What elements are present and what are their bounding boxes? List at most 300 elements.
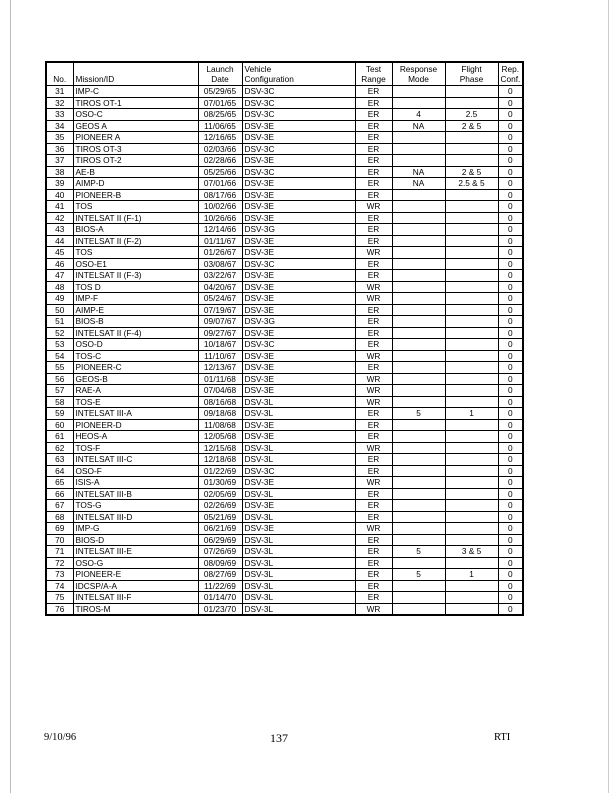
cell-range: ER xyxy=(355,212,392,224)
cell-range: ER xyxy=(355,316,392,328)
cell-no: 73 xyxy=(46,569,73,581)
table-row xyxy=(46,500,523,512)
cell-mission: OSO-G xyxy=(73,557,198,569)
cell-mission: IMP-G xyxy=(73,523,198,535)
cell-no: 64 xyxy=(46,465,73,477)
cell-range: ER xyxy=(355,258,392,270)
cell-range: WR xyxy=(355,373,392,385)
cell-mission: PIONEER-C xyxy=(73,362,198,374)
cell-date: 02/05/69 xyxy=(198,488,242,500)
cell-range: ER xyxy=(355,224,392,236)
cell-date: 02/03/66 xyxy=(198,143,242,155)
table-row xyxy=(46,385,523,397)
cell-date: 07/19/67 xyxy=(198,304,242,316)
cell-date: 04/20/67 xyxy=(198,281,242,293)
cell-conf: 0 xyxy=(498,454,523,466)
cell-vehicle: DSV-3C xyxy=(242,143,355,155)
cell-conf: 0 xyxy=(498,557,523,569)
cell-vehicle: DSV-3E xyxy=(242,327,355,339)
cell-phase xyxy=(445,339,498,351)
cell-response xyxy=(392,201,445,213)
cell-response xyxy=(392,603,445,615)
table-row xyxy=(46,109,523,121)
cell-date: 12/16/65 xyxy=(198,132,242,144)
column-header-range xyxy=(355,62,392,86)
column-header-line1: Response xyxy=(399,64,438,74)
cell-conf: 0 xyxy=(498,86,523,98)
cell-no: 57 xyxy=(46,385,73,397)
table-row xyxy=(46,270,523,282)
column-header-line2: Mode xyxy=(408,74,429,84)
cell-conf: 0 xyxy=(498,178,523,190)
cell-vehicle: DSV-3E xyxy=(242,235,355,247)
cell-mission: TOS-C xyxy=(73,350,198,362)
cell-vehicle: DSV-3E xyxy=(242,281,355,293)
cell-no: 46 xyxy=(46,258,73,270)
cell-response xyxy=(392,511,445,523)
cell-range: ER xyxy=(355,557,392,569)
cell-phase xyxy=(445,557,498,569)
cell-date: 07/01/65 xyxy=(198,97,242,109)
cell-date: 12/14/66 xyxy=(198,224,242,236)
cell-response xyxy=(392,189,445,201)
cell-phase xyxy=(445,385,498,397)
cell-mission: GEOS-B xyxy=(73,373,198,385)
table-row xyxy=(46,166,523,178)
cell-conf: 0 xyxy=(498,603,523,615)
cell-range: ER xyxy=(355,569,392,581)
table-row xyxy=(46,350,523,362)
cell-conf: 0 xyxy=(498,201,523,213)
cell-response xyxy=(392,327,445,339)
cell-response xyxy=(392,212,445,224)
column-header-no xyxy=(46,62,73,86)
table-row xyxy=(46,362,523,374)
cell-mission: TOS xyxy=(73,247,198,259)
cell-mission: AE-B xyxy=(73,166,198,178)
cell-range: WR xyxy=(355,281,392,293)
cell-phase xyxy=(445,189,498,201)
cell-response xyxy=(392,431,445,443)
cell-range: WR xyxy=(355,201,392,213)
cell-date: 11/08/68 xyxy=(198,419,242,431)
cell-vehicle: DSV-3L xyxy=(242,534,355,546)
cell-conf: 0 xyxy=(498,580,523,592)
cell-date: 08/27/69 xyxy=(198,569,242,581)
cell-phase xyxy=(445,201,498,213)
cell-mission: INTELSAT II (F-1) xyxy=(73,212,198,224)
cell-no: 55 xyxy=(46,362,73,374)
column-header-line2: Range xyxy=(361,74,386,84)
cell-range: ER xyxy=(355,431,392,443)
cell-response xyxy=(392,155,445,167)
table-row xyxy=(46,327,523,339)
cell-mission: GEOS A xyxy=(73,120,198,132)
cell-phase xyxy=(445,270,498,282)
cell-mission: TOS-E xyxy=(73,396,198,408)
table-row xyxy=(46,258,523,270)
cell-range: WR xyxy=(355,603,392,615)
cell-range: ER xyxy=(355,178,392,190)
table-row xyxy=(46,465,523,477)
table-row xyxy=(46,120,523,132)
cell-no: 56 xyxy=(46,373,73,385)
cell-response xyxy=(392,235,445,247)
cell-mission: INTELSAT III-F xyxy=(73,592,198,604)
cell-vehicle: DSV-3E xyxy=(242,155,355,167)
column-header-line1: Launch xyxy=(206,64,234,74)
table-row xyxy=(46,454,523,466)
table-row xyxy=(46,419,523,431)
cell-conf: 0 xyxy=(498,350,523,362)
cell-range: WR xyxy=(355,293,392,305)
cell-response xyxy=(392,304,445,316)
cell-mission: BIOS-A xyxy=(73,224,198,236)
cell-range: ER xyxy=(355,511,392,523)
cell-mission: INTELSAT II (F-3) xyxy=(73,270,198,282)
cell-conf: 0 xyxy=(498,109,523,121)
cell-phase xyxy=(445,465,498,477)
cell-response: 5 xyxy=(392,408,445,420)
cell-date: 09/18/68 xyxy=(198,408,242,420)
cell-mission: PIONEER A xyxy=(73,132,198,144)
cell-conf: 0 xyxy=(498,546,523,558)
cell-vehicle: DSV-3L xyxy=(242,546,355,558)
cell-date: 01/11/68 xyxy=(198,373,242,385)
cell-range: ER xyxy=(355,580,392,592)
cell-mission: TOS D xyxy=(73,281,198,293)
cell-mission: INTELSAT III-E xyxy=(73,546,198,558)
cell-phase xyxy=(445,523,498,535)
cell-response: NA xyxy=(392,166,445,178)
cell-vehicle: DSV-3L xyxy=(242,511,355,523)
cell-vehicle: DSV-3E xyxy=(242,293,355,305)
cell-date: 12/18/68 xyxy=(198,454,242,466)
cell-mission: OSO-E1 xyxy=(73,258,198,270)
cell-conf: 0 xyxy=(498,327,523,339)
column-header-line1 xyxy=(76,64,196,74)
cell-range: WR xyxy=(355,523,392,535)
cell-mission: TIROS OT-2 xyxy=(73,155,198,167)
cell-vehicle: DSV-3C xyxy=(242,339,355,351)
column-header-date xyxy=(198,62,242,86)
cell-mission: TIROS OT-3 xyxy=(73,143,198,155)
table-row xyxy=(46,178,523,190)
cell-mission: PIONEER-E xyxy=(73,569,198,581)
cell-no: 37 xyxy=(46,155,73,167)
cell-range: ER xyxy=(355,592,392,604)
cell-vehicle: DSV-3C xyxy=(242,109,355,121)
cell-range: ER xyxy=(355,235,392,247)
cell-vehicle: DSV-3G xyxy=(242,316,355,328)
cell-vehicle: DSV-3E xyxy=(242,270,355,282)
cell-response xyxy=(392,224,445,236)
cell-mission: TIROS OT-1 xyxy=(73,97,198,109)
cell-phase xyxy=(445,477,498,489)
cell-date: 07/01/66 xyxy=(198,178,242,190)
cell-response xyxy=(392,316,445,328)
column-header-line2: Conf. xyxy=(500,74,521,84)
table-row xyxy=(46,189,523,201)
footer-date: 9/10/96 xyxy=(44,732,77,743)
cell-date: 06/29/69 xyxy=(198,534,242,546)
cell-date: 11/10/67 xyxy=(198,350,242,362)
cell-conf: 0 xyxy=(498,258,523,270)
cell-phase xyxy=(445,592,498,604)
cell-vehicle: DSV-3E xyxy=(242,385,355,397)
cell-response xyxy=(392,143,445,155)
cell-mission: AIMP-E xyxy=(73,304,198,316)
cell-vehicle: DSV-3E xyxy=(242,178,355,190)
cell-phase xyxy=(445,603,498,615)
cell-response: NA xyxy=(392,120,445,132)
cell-no: 74 xyxy=(46,580,73,592)
cell-no: 39 xyxy=(46,178,73,190)
cell-phase xyxy=(445,362,498,374)
table-row xyxy=(46,97,523,109)
cell-phase: 2.5 & 5 xyxy=(445,178,498,190)
cell-vehicle: DSV-3L xyxy=(242,603,355,615)
cell-conf: 0 xyxy=(498,143,523,155)
cell-date: 07/04/68 xyxy=(198,385,242,397)
cell-response xyxy=(392,373,445,385)
cell-date: 03/22/67 xyxy=(198,270,242,282)
table-row xyxy=(46,132,523,144)
cell-phase xyxy=(445,454,498,466)
cell-no: 35 xyxy=(46,132,73,144)
cell-date: 05/24/67 xyxy=(198,293,242,305)
cell-no: 45 xyxy=(46,247,73,259)
cell-vehicle: DSV-3L xyxy=(242,442,355,454)
launch-history-table xyxy=(45,61,524,616)
cell-range: ER xyxy=(355,327,392,339)
cell-range: ER xyxy=(355,97,392,109)
cell-phase xyxy=(445,235,498,247)
cell-vehicle: DSV-3E xyxy=(242,350,355,362)
cell-no: 60 xyxy=(46,419,73,431)
cell-vehicle: DSV-3L xyxy=(242,569,355,581)
column-header-line2: Date xyxy=(211,74,229,84)
footer-organization: RTI xyxy=(494,732,511,743)
cell-date: 08/16/68 xyxy=(198,396,242,408)
cell-mission: OSO-F xyxy=(73,465,198,477)
cell-conf: 0 xyxy=(498,270,523,282)
table-row xyxy=(46,511,523,523)
cell-date: 07/26/69 xyxy=(198,546,242,558)
cell-range: WR xyxy=(355,396,392,408)
cell-date: 12/15/68 xyxy=(198,442,242,454)
cell-phase xyxy=(445,534,498,546)
cell-range: WR xyxy=(355,350,392,362)
cell-no: 48 xyxy=(46,281,73,293)
cell-response xyxy=(392,362,445,374)
cell-no: 36 xyxy=(46,143,73,155)
cell-vehicle: DSV-3E xyxy=(242,431,355,443)
column-header-response xyxy=(392,62,445,86)
cell-conf: 0 xyxy=(498,500,523,512)
cell-conf: 0 xyxy=(498,373,523,385)
cell-mission: INTELSAT II (F-2) xyxy=(73,235,198,247)
cell-no: 69 xyxy=(46,523,73,535)
cell-no: 31 xyxy=(46,86,73,98)
cell-range: ER xyxy=(355,86,392,98)
cell-vehicle: DSV-3E xyxy=(242,201,355,213)
cell-date: 11/06/65 xyxy=(198,120,242,132)
cell-mission: TOS xyxy=(73,201,198,213)
cell-phase: 2 & 5 xyxy=(445,120,498,132)
cell-response xyxy=(392,465,445,477)
cell-no: 70 xyxy=(46,534,73,546)
table-row xyxy=(46,477,523,489)
cell-mission: INTELSAT II (F-4) xyxy=(73,327,198,339)
cell-mission: OSO-D xyxy=(73,339,198,351)
cell-phase xyxy=(445,419,498,431)
cell-date: 01/22/69 xyxy=(198,465,242,477)
table-row xyxy=(46,143,523,155)
cell-no: 33 xyxy=(46,109,73,121)
cell-no: 58 xyxy=(46,396,73,408)
cell-no: 76 xyxy=(46,603,73,615)
cell-vehicle: DSV-3L xyxy=(242,592,355,604)
cell-range: ER xyxy=(355,143,392,155)
cell-mission: TIROS-M xyxy=(73,603,198,615)
cell-phase xyxy=(445,500,498,512)
cell-mission: RAE-A xyxy=(73,385,198,397)
cell-vehicle: DSV-3E xyxy=(242,362,355,374)
cell-range: WR xyxy=(355,442,392,454)
cell-phase: 1 xyxy=(445,569,498,581)
cell-date: 03/08/67 xyxy=(198,258,242,270)
cell-phase xyxy=(445,580,498,592)
cell-no: 72 xyxy=(46,557,73,569)
cell-phase xyxy=(445,316,498,328)
cell-response xyxy=(392,339,445,351)
cell-conf: 0 xyxy=(498,362,523,374)
cell-vehicle: DSV-3L xyxy=(242,488,355,500)
column-header-mission xyxy=(73,62,198,86)
table-row xyxy=(46,603,523,615)
table-row xyxy=(46,316,523,328)
cell-range: ER xyxy=(355,166,392,178)
cell-range: WR xyxy=(355,477,392,489)
cell-no: 49 xyxy=(46,293,73,305)
cell-vehicle: DSV-3E xyxy=(242,373,355,385)
cell-phase xyxy=(445,258,498,270)
table-row xyxy=(46,580,523,592)
cell-conf: 0 xyxy=(498,97,523,109)
table-row xyxy=(46,396,523,408)
page-number: 137 xyxy=(270,731,288,745)
cell-mission: BIOS-B xyxy=(73,316,198,328)
cell-no: 67 xyxy=(46,500,73,512)
cell-response: 5 xyxy=(392,569,445,581)
table-row xyxy=(46,523,523,535)
cell-range: WR xyxy=(355,247,392,259)
table-row xyxy=(46,431,523,443)
page-edge-right xyxy=(608,0,609,793)
cell-date: 09/07/67 xyxy=(198,316,242,328)
cell-range: ER xyxy=(355,270,392,282)
table-row xyxy=(46,442,523,454)
cell-conf: 0 xyxy=(498,385,523,397)
cell-conf: 0 xyxy=(498,477,523,489)
table-body xyxy=(46,86,523,616)
cell-vehicle: DSV-3L xyxy=(242,396,355,408)
cell-range: ER xyxy=(355,189,392,201)
cell-date: 10/18/67 xyxy=(198,339,242,351)
cell-conf: 0 xyxy=(498,316,523,328)
table-row xyxy=(46,488,523,500)
cell-conf: 0 xyxy=(498,212,523,224)
cell-mission: PIONEER-D xyxy=(73,419,198,431)
cell-response: 4 xyxy=(392,109,445,121)
cell-date: 05/25/66 xyxy=(198,166,242,178)
cell-conf: 0 xyxy=(498,224,523,236)
column-header-phase xyxy=(445,62,498,86)
cell-phase xyxy=(445,86,498,98)
cell-mission: AIMP-D xyxy=(73,178,198,190)
column-header-line2: Phase xyxy=(459,74,484,84)
cell-phase xyxy=(445,281,498,293)
table-row xyxy=(46,546,523,558)
cell-vehicle: DSV-3L xyxy=(242,454,355,466)
cell-conf: 0 xyxy=(498,304,523,316)
cell-no: 66 xyxy=(46,488,73,500)
cell-no: 61 xyxy=(46,431,73,443)
cell-response xyxy=(392,396,445,408)
cell-vehicle: DSV-3G xyxy=(242,224,355,236)
cell-no: 75 xyxy=(46,592,73,604)
cell-response xyxy=(392,293,445,305)
cell-conf: 0 xyxy=(498,281,523,293)
cell-vehicle: DSV-3C xyxy=(242,97,355,109)
cell-no: 71 xyxy=(46,546,73,558)
column-header-line1: Vehicle xyxy=(244,64,272,74)
cell-mission: INTELSAT III-D xyxy=(73,511,198,523)
cell-no: 44 xyxy=(46,235,73,247)
table-header-row xyxy=(46,62,523,86)
cell-no: 34 xyxy=(46,120,73,132)
cell-response xyxy=(392,454,445,466)
cell-response xyxy=(392,477,445,489)
cell-date: 06/21/69 xyxy=(198,523,242,535)
column-header-conf xyxy=(498,62,523,86)
table-row xyxy=(46,247,523,259)
cell-mission: INTELSAT III-B xyxy=(73,488,198,500)
cell-phase xyxy=(445,212,498,224)
cell-conf: 0 xyxy=(498,235,523,247)
cell-response xyxy=(392,488,445,500)
cell-date: 08/17/66 xyxy=(198,189,242,201)
table-row xyxy=(46,557,523,569)
cell-date: 10/02/66 xyxy=(198,201,242,213)
cell-conf: 0 xyxy=(498,339,523,351)
cell-vehicle: DSV-3E xyxy=(242,500,355,512)
table-row xyxy=(46,592,523,604)
cell-conf: 0 xyxy=(498,465,523,477)
cell-no: 47 xyxy=(46,270,73,282)
cell-no: 42 xyxy=(46,212,73,224)
table-row xyxy=(46,534,523,546)
cell-conf: 0 xyxy=(498,166,523,178)
cell-phase: 1 xyxy=(445,408,498,420)
cell-response xyxy=(392,350,445,362)
cell-date: 01/23/70 xyxy=(198,603,242,615)
cell-conf: 0 xyxy=(498,132,523,144)
cell-phase xyxy=(445,304,498,316)
cell-no: 63 xyxy=(46,454,73,466)
cell-mission: IDCSP/A-A xyxy=(73,580,198,592)
